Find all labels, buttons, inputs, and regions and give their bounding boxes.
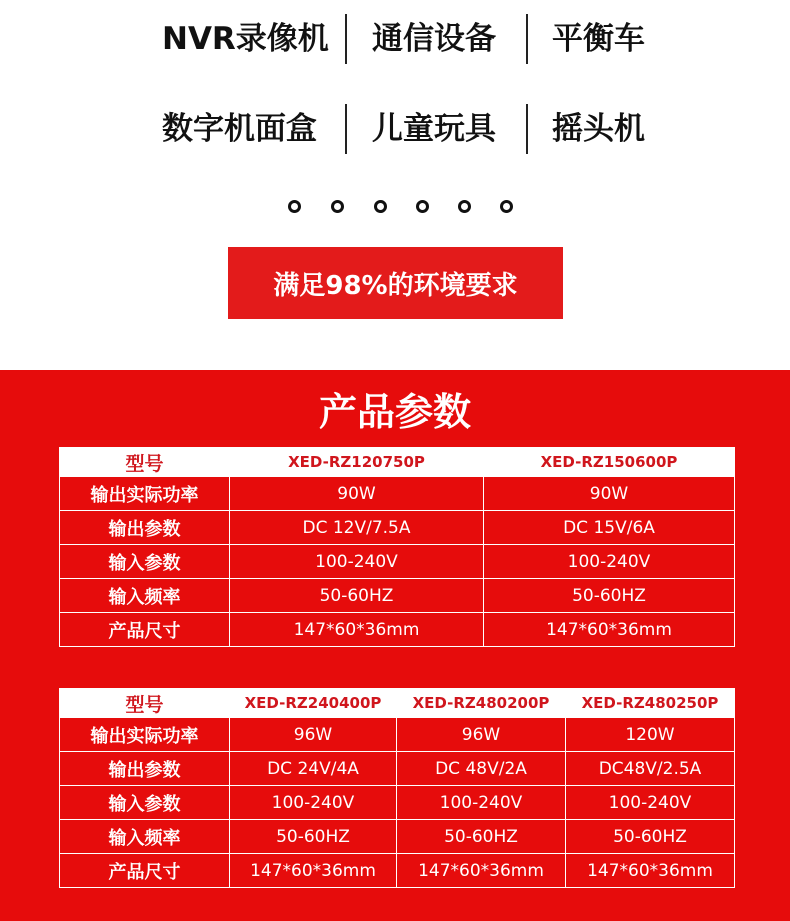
category-row-1 (0, 14, 790, 64)
model-header-label: 型号 (60, 689, 230, 718)
row-label: 输出参数 (60, 511, 230, 545)
cell-value: 50-60HZ (484, 579, 735, 613)
cell-value: 120W (566, 718, 735, 752)
ellipsis-dots (0, 200, 790, 216)
table-row (60, 752, 735, 786)
cell-value: 147*60*36mm (484, 613, 735, 647)
dot-icon (416, 200, 429, 213)
category-set-top-box: 数字机面盒 (162, 111, 317, 147)
spec-table-2 (59, 688, 735, 888)
cell-value: 96W (397, 718, 566, 752)
cell-value: DC 24V/4A (230, 752, 397, 786)
dot-icon (458, 200, 471, 213)
model-name: XED-RZ240400P (230, 689, 397, 718)
cell-value: 100-240V (230, 786, 397, 820)
category-nvr: NVR录像机 (162, 21, 329, 57)
category-fan: 摇头机 (552, 111, 645, 147)
cell-value: 90W (484, 477, 735, 511)
row-label: 输入参数 (60, 786, 230, 820)
table-row (60, 820, 735, 854)
row-label: 产品尺寸 (60, 613, 230, 647)
cell-value: DC48V/2.5A (566, 752, 735, 786)
category-toys: 儿童玩具 (372, 111, 496, 147)
model-name: XED-RZ120750P (230, 448, 484, 477)
category-divider (345, 104, 347, 154)
row-label: 输入频率 (60, 579, 230, 613)
cell-value: 147*60*36mm (566, 854, 735, 888)
cell-value: 147*60*36mm (397, 854, 566, 888)
cell-value: DC 15V/6A (484, 511, 735, 545)
row-label: 输出参数 (60, 752, 230, 786)
dot-icon (374, 200, 387, 213)
cell-value: 100-240V (397, 786, 566, 820)
spec-table-1 (59, 447, 735, 647)
table-header-row (60, 689, 735, 718)
table-row (60, 511, 735, 545)
environment-banner: 满足98%的环境要求 (228, 247, 563, 319)
category-divider (526, 14, 528, 64)
dot-icon (288, 200, 301, 213)
row-label: 输出实际功率 (60, 718, 230, 752)
cell-value: 147*60*36mm (230, 613, 484, 647)
cell-value: 96W (230, 718, 397, 752)
cell-value: 100-240V (566, 786, 735, 820)
category-communication: 通信设备 (372, 21, 496, 57)
table-row (60, 545, 735, 579)
model-name: XED-RZ480250P (566, 689, 735, 718)
cell-value: 147*60*36mm (230, 854, 397, 888)
table-row (60, 613, 735, 647)
section-title: 产品参数 (318, 390, 471, 434)
model-header-label: 型号 (60, 448, 230, 477)
table-header-row (60, 448, 735, 477)
product-parameters-section (0, 370, 790, 921)
model-name: XED-RZ480200P (397, 689, 566, 718)
dot-icon (500, 200, 513, 213)
cell-value: 50-60HZ (230, 820, 397, 854)
cell-value: DC 12V/7.5A (230, 511, 484, 545)
table-row (60, 718, 735, 752)
cell-value: 50-60HZ (397, 820, 566, 854)
cell-value: 50-60HZ (230, 579, 484, 613)
table-row (60, 477, 735, 511)
category-row-2 (0, 104, 790, 154)
row-label: 输入参数 (60, 545, 230, 579)
cell-value: 100-240V (230, 545, 484, 579)
category-divider (345, 14, 347, 64)
table-row (60, 579, 735, 613)
category-balance-car: 平衡车 (552, 21, 645, 57)
model-name: XED-RZ150600P (484, 448, 735, 477)
applications-section (0, 0, 790, 370)
row-label: 输出实际功率 (60, 477, 230, 511)
table-row (60, 854, 735, 888)
row-label: 输入频率 (60, 820, 230, 854)
dot-icon (331, 200, 344, 213)
row-label: 产品尺寸 (60, 854, 230, 888)
cell-value: 90W (230, 477, 484, 511)
cell-value: DC 48V/2A (397, 752, 566, 786)
category-divider (526, 104, 528, 154)
cell-value: 50-60HZ (566, 820, 735, 854)
cell-value: 100-240V (484, 545, 735, 579)
table-row (60, 786, 735, 820)
